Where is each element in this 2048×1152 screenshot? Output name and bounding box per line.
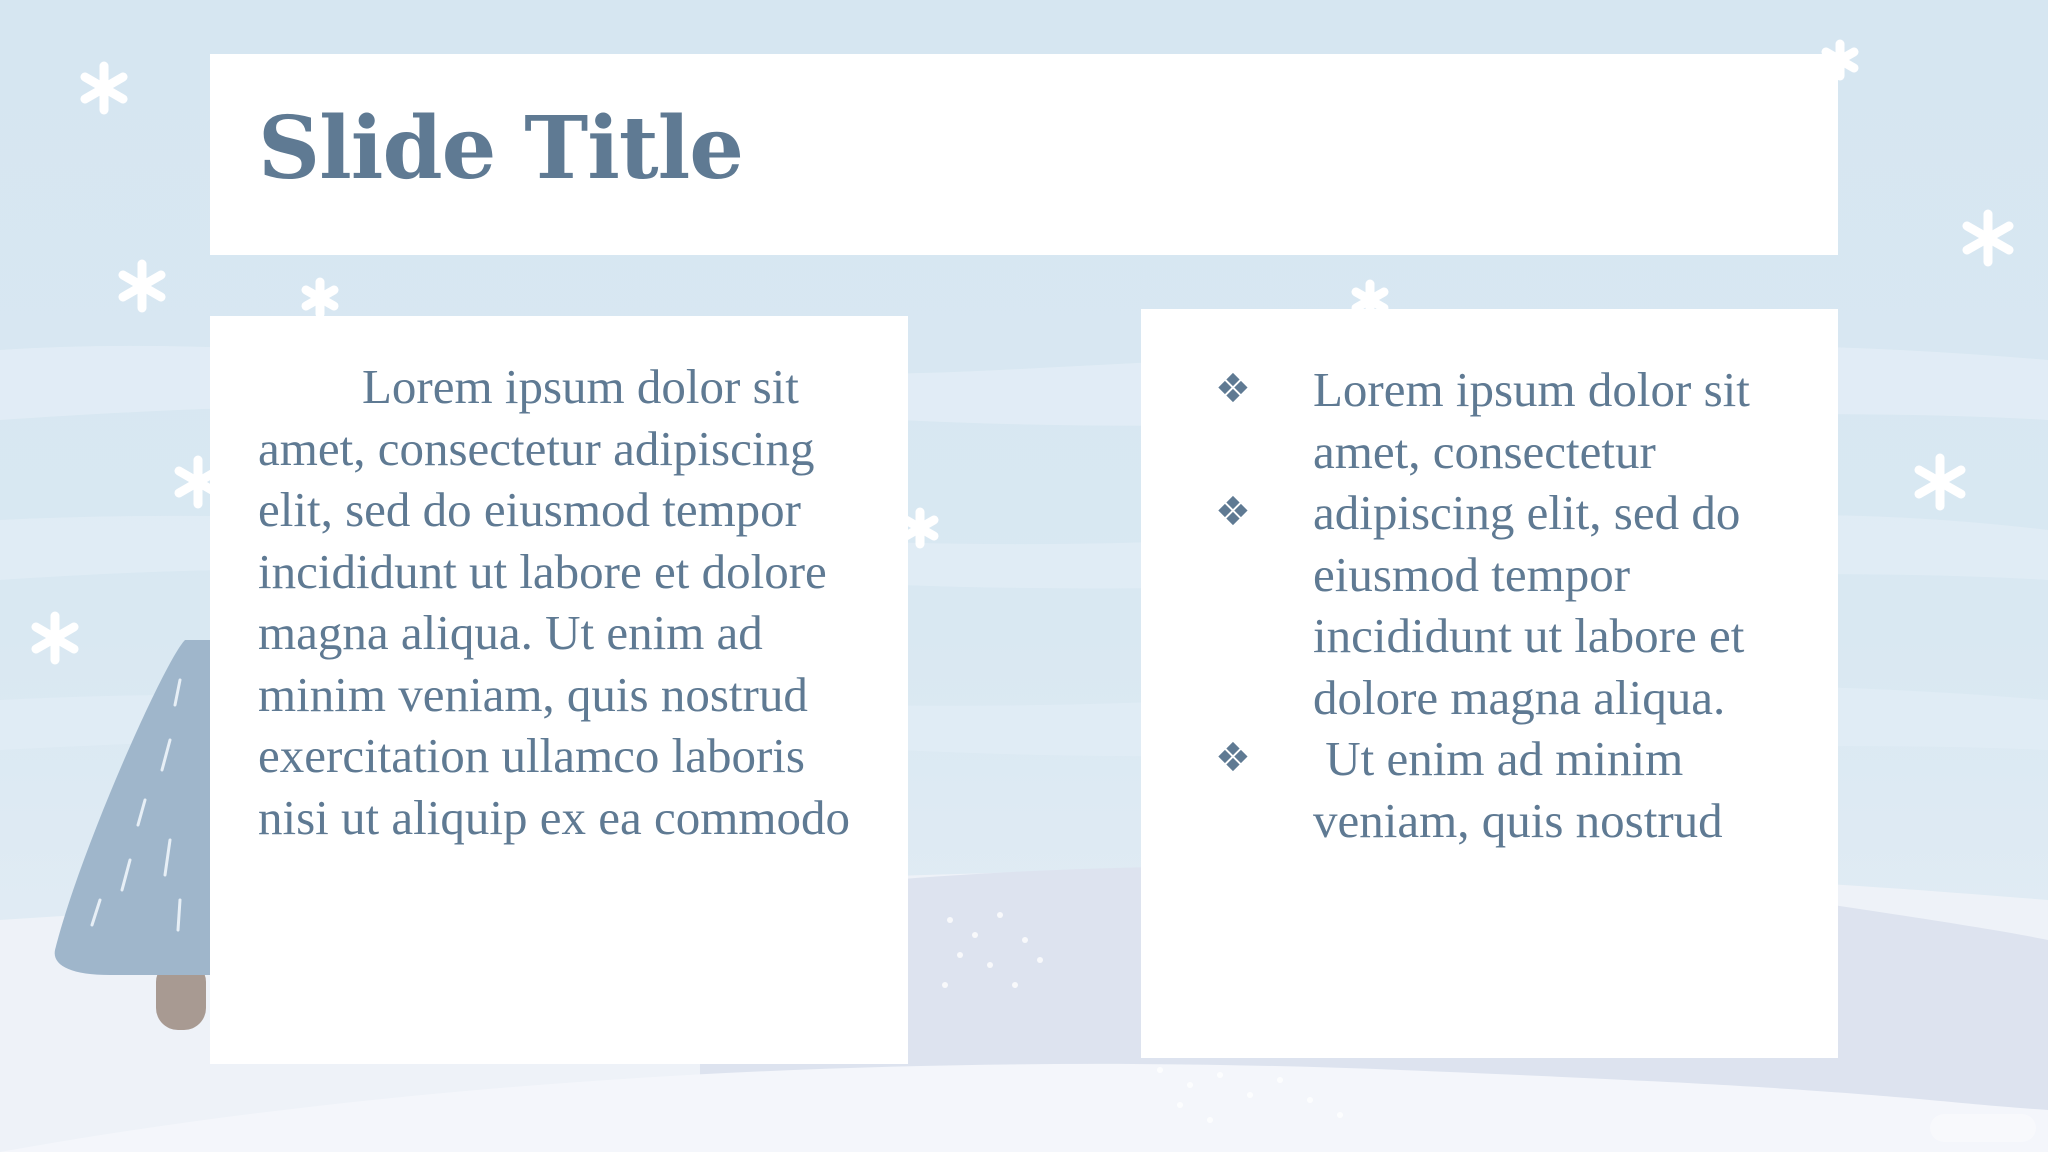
- right-bullet-card: [1141, 309, 1838, 1058]
- bullet-item: [1215, 728, 1838, 851]
- left-text-card: [210, 316, 908, 1064]
- bullet-item: [1215, 359, 1838, 482]
- left-paragraph[interactable]: Lorem ipsum dolor sit amet, consectetur adipiscing elit, sed do eiusmod tempor incididunt ut labore et dolore magna aliqua. Ut enim ad minim veniam, quis nostrud exercitation ullamco laboris nisi ut aliquip ex ea commodo: [258, 359, 850, 845]
- slide-title[interactable]: Slide Title: [258, 98, 744, 199]
- tree: [55, 640, 215, 975]
- diamond-bullet-icon: ❖: [1215, 489, 1251, 535]
- title-box: [210, 54, 1838, 255]
- bullet-list: [1215, 359, 1838, 851]
- bullet-item: [1215, 482, 1838, 728]
- bullet-text[interactable]: adipiscing elit, sed do eiusmod tempor incididunt ut labore et dolore magna aliqua.: [1313, 485, 1745, 725]
- bullet-text[interactable]: Lorem ipsum dolor sit amet, consectetur: [1313, 362, 1750, 479]
- diamond-bullet-icon: ❖: [1215, 735, 1251, 781]
- watermark-badge: [1930, 1114, 2036, 1142]
- bullet-text[interactable]: Ut enim ad minim veniam, quis nostrud: [1313, 731, 1723, 848]
- diamond-bullet-icon: ❖: [1215, 366, 1251, 412]
